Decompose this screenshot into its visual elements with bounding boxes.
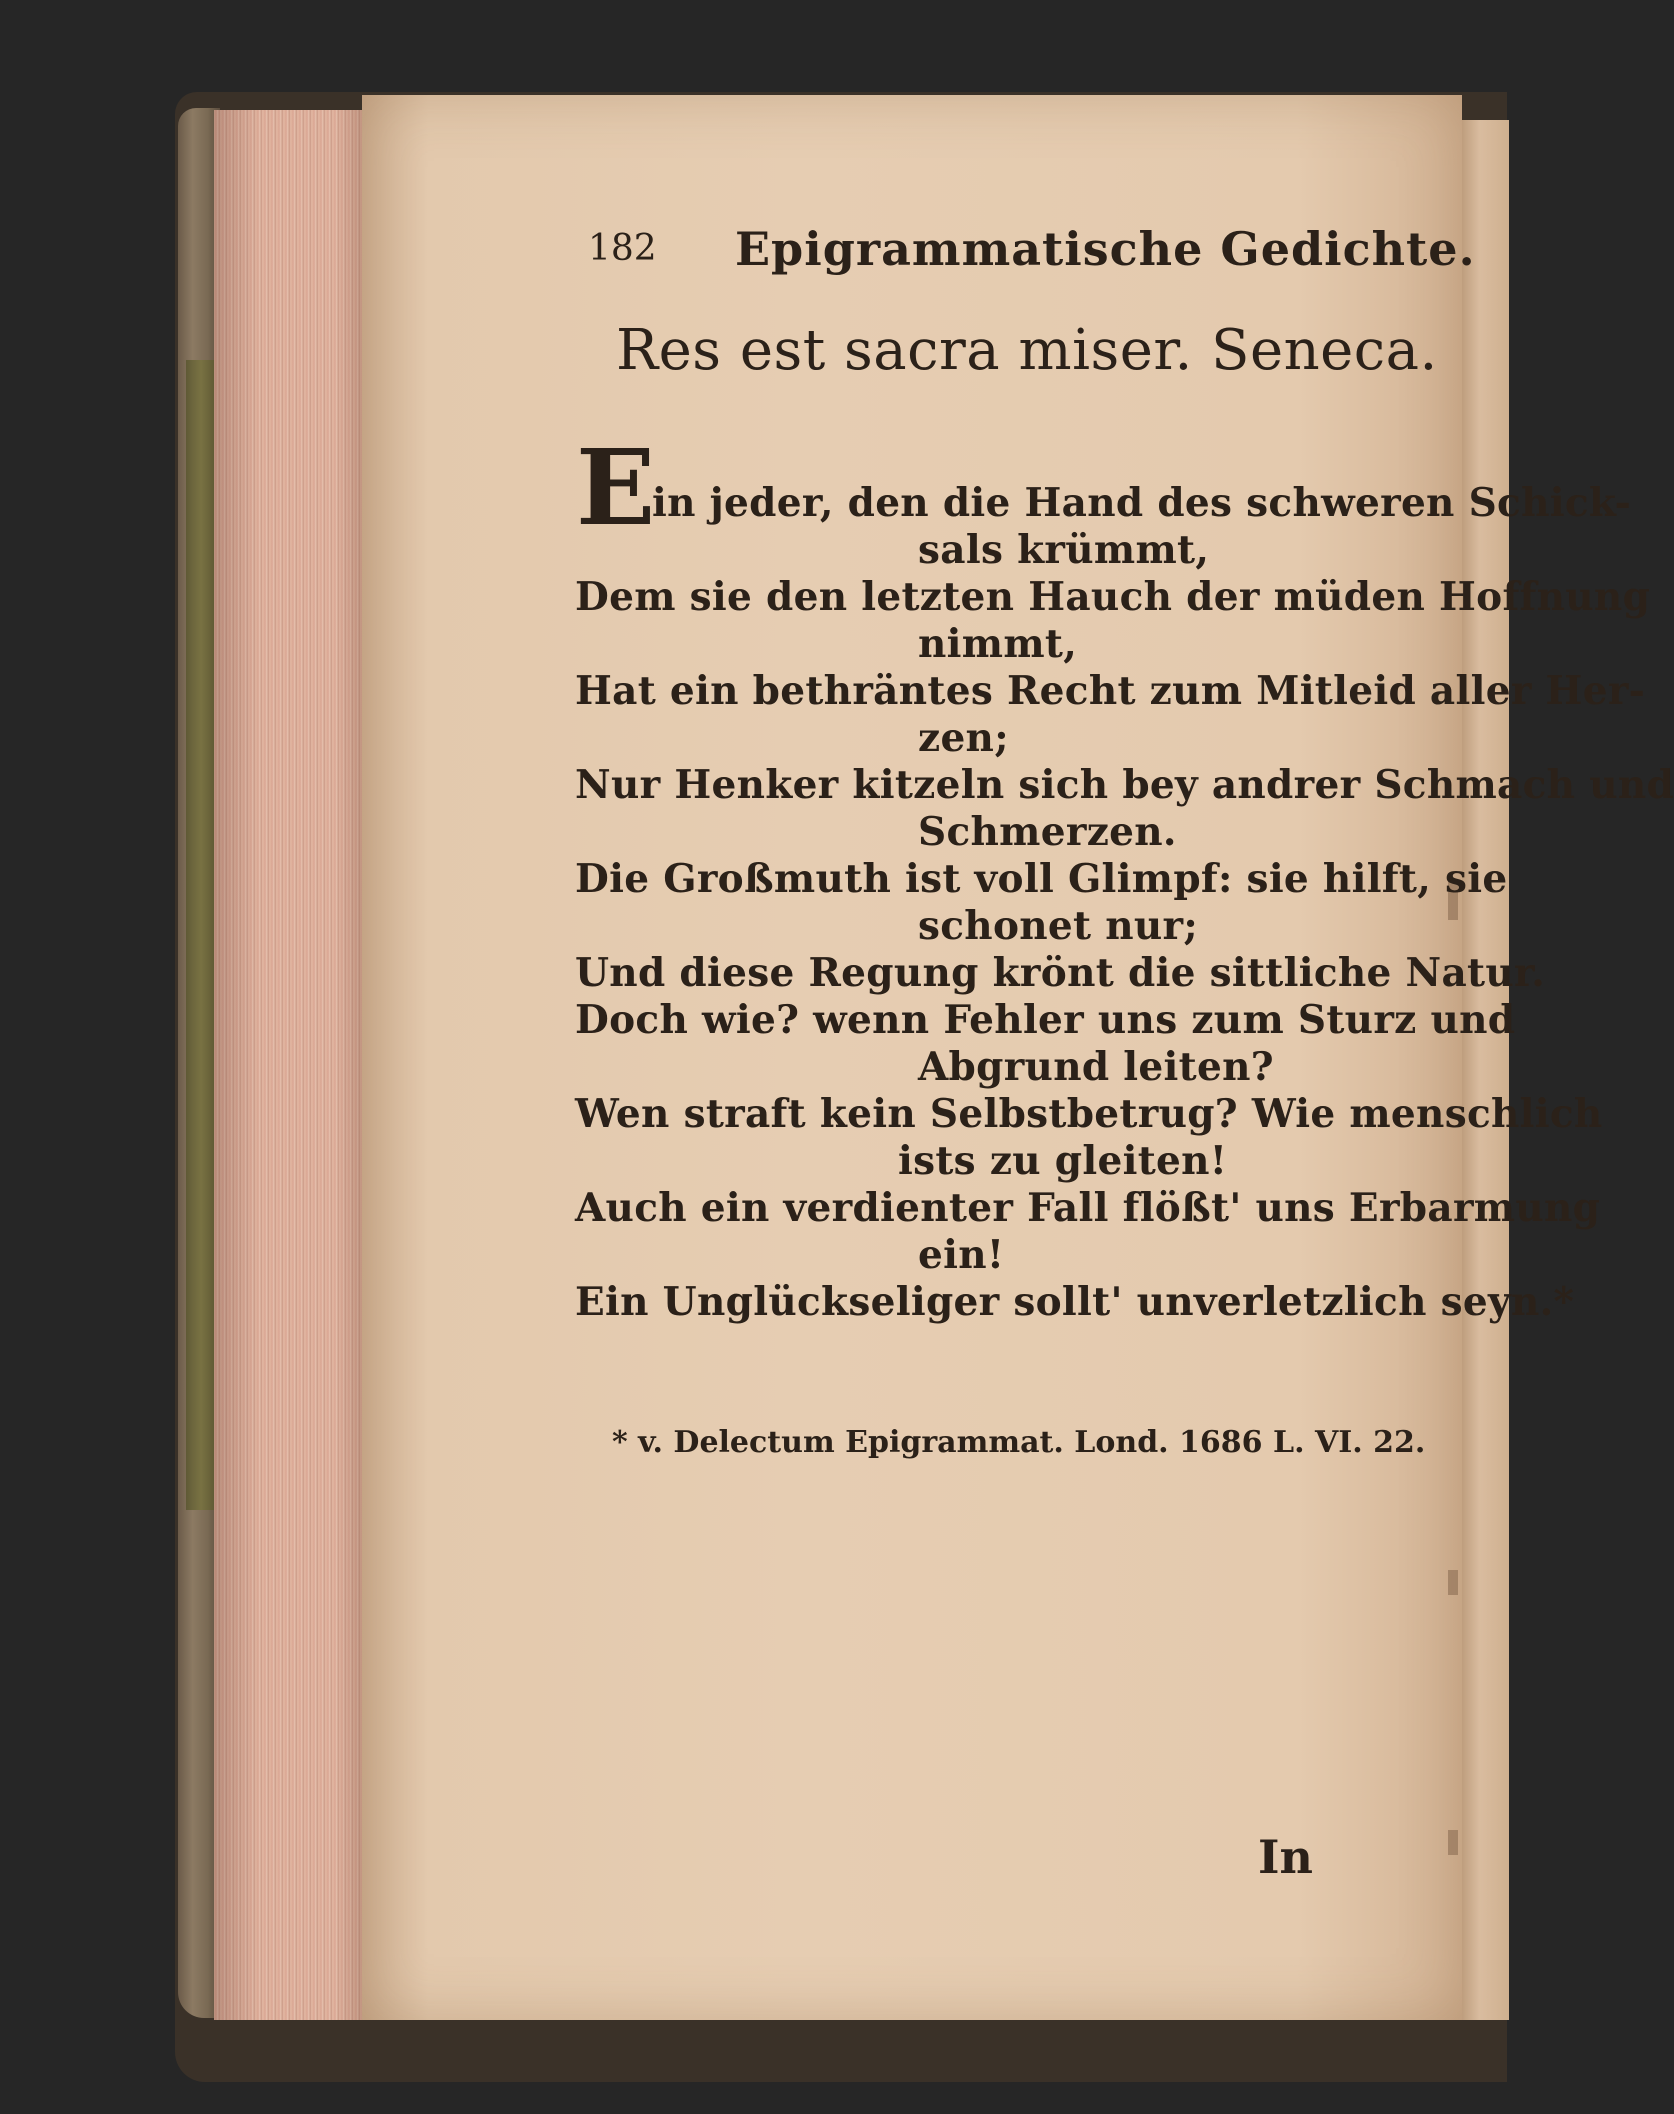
poem-line: Hat ein bethräntes Recht zum Mitleid aller Her- (575, 668, 1646, 714)
poem-line: Wen straft kein Selbstbetrug? Wie menschlich (575, 1091, 1603, 1137)
page-edges (214, 110, 368, 2020)
poem-line: Dem sie den letzten Hauch der müden Hoffnung (575, 574, 1651, 620)
poem-line: zen; (918, 715, 1009, 761)
poem-line: Schmerzen. (918, 809, 1177, 855)
poem-line: nimmt, (918, 621, 1078, 667)
facing-page-edge (1458, 120, 1509, 2020)
footnote: * v. Delectum Epigrammat. Lond. 1686 L. VI. 22. (612, 1425, 1426, 1460)
gutter-mark (1448, 1570, 1458, 1595)
drop-cap: E (576, 426, 656, 549)
running-title: Epigrammatische Gedichte. (735, 222, 1476, 276)
poem-line: Doch wie? wenn Fehler uns zum Sturz und (575, 997, 1516, 1043)
poem-line: Abgrund leiten? (918, 1044, 1274, 1090)
poem-line: ists zu gleiten! (898, 1138, 1228, 1184)
catchword: In (1258, 1830, 1313, 1884)
poem-line: Die Großmuth ist voll Glimpf: sie hilft, sie (575, 856, 1508, 902)
poem-line: Ein Unglückseliger sollt' unverletzlich seyn.* (575, 1279, 1575, 1325)
poem-line: schonet nur; (918, 903, 1199, 949)
poem-line: ein! (918, 1232, 1005, 1278)
cover-leather-strip (186, 360, 216, 1510)
poem-line: in jeder, den die Hand des schweren Schick- (652, 480, 1632, 526)
gutter-mark (1448, 1830, 1458, 1855)
poem-heading: Res est sacra miser. Seneca. (616, 318, 1438, 383)
page-number: 182 (588, 228, 657, 269)
book-page (362, 95, 1462, 2020)
poem-line: Auch ein verdienter Fall flößt' uns Erbarmung (575, 1185, 1601, 1231)
poem-line: Und diese Regung krönt die sittliche Natur. (575, 950, 1546, 996)
poem-line: sals krümmt, (918, 527, 1210, 573)
poem-line: Nur Henker kitzeln sich bey andrer Schmach und (575, 762, 1674, 808)
